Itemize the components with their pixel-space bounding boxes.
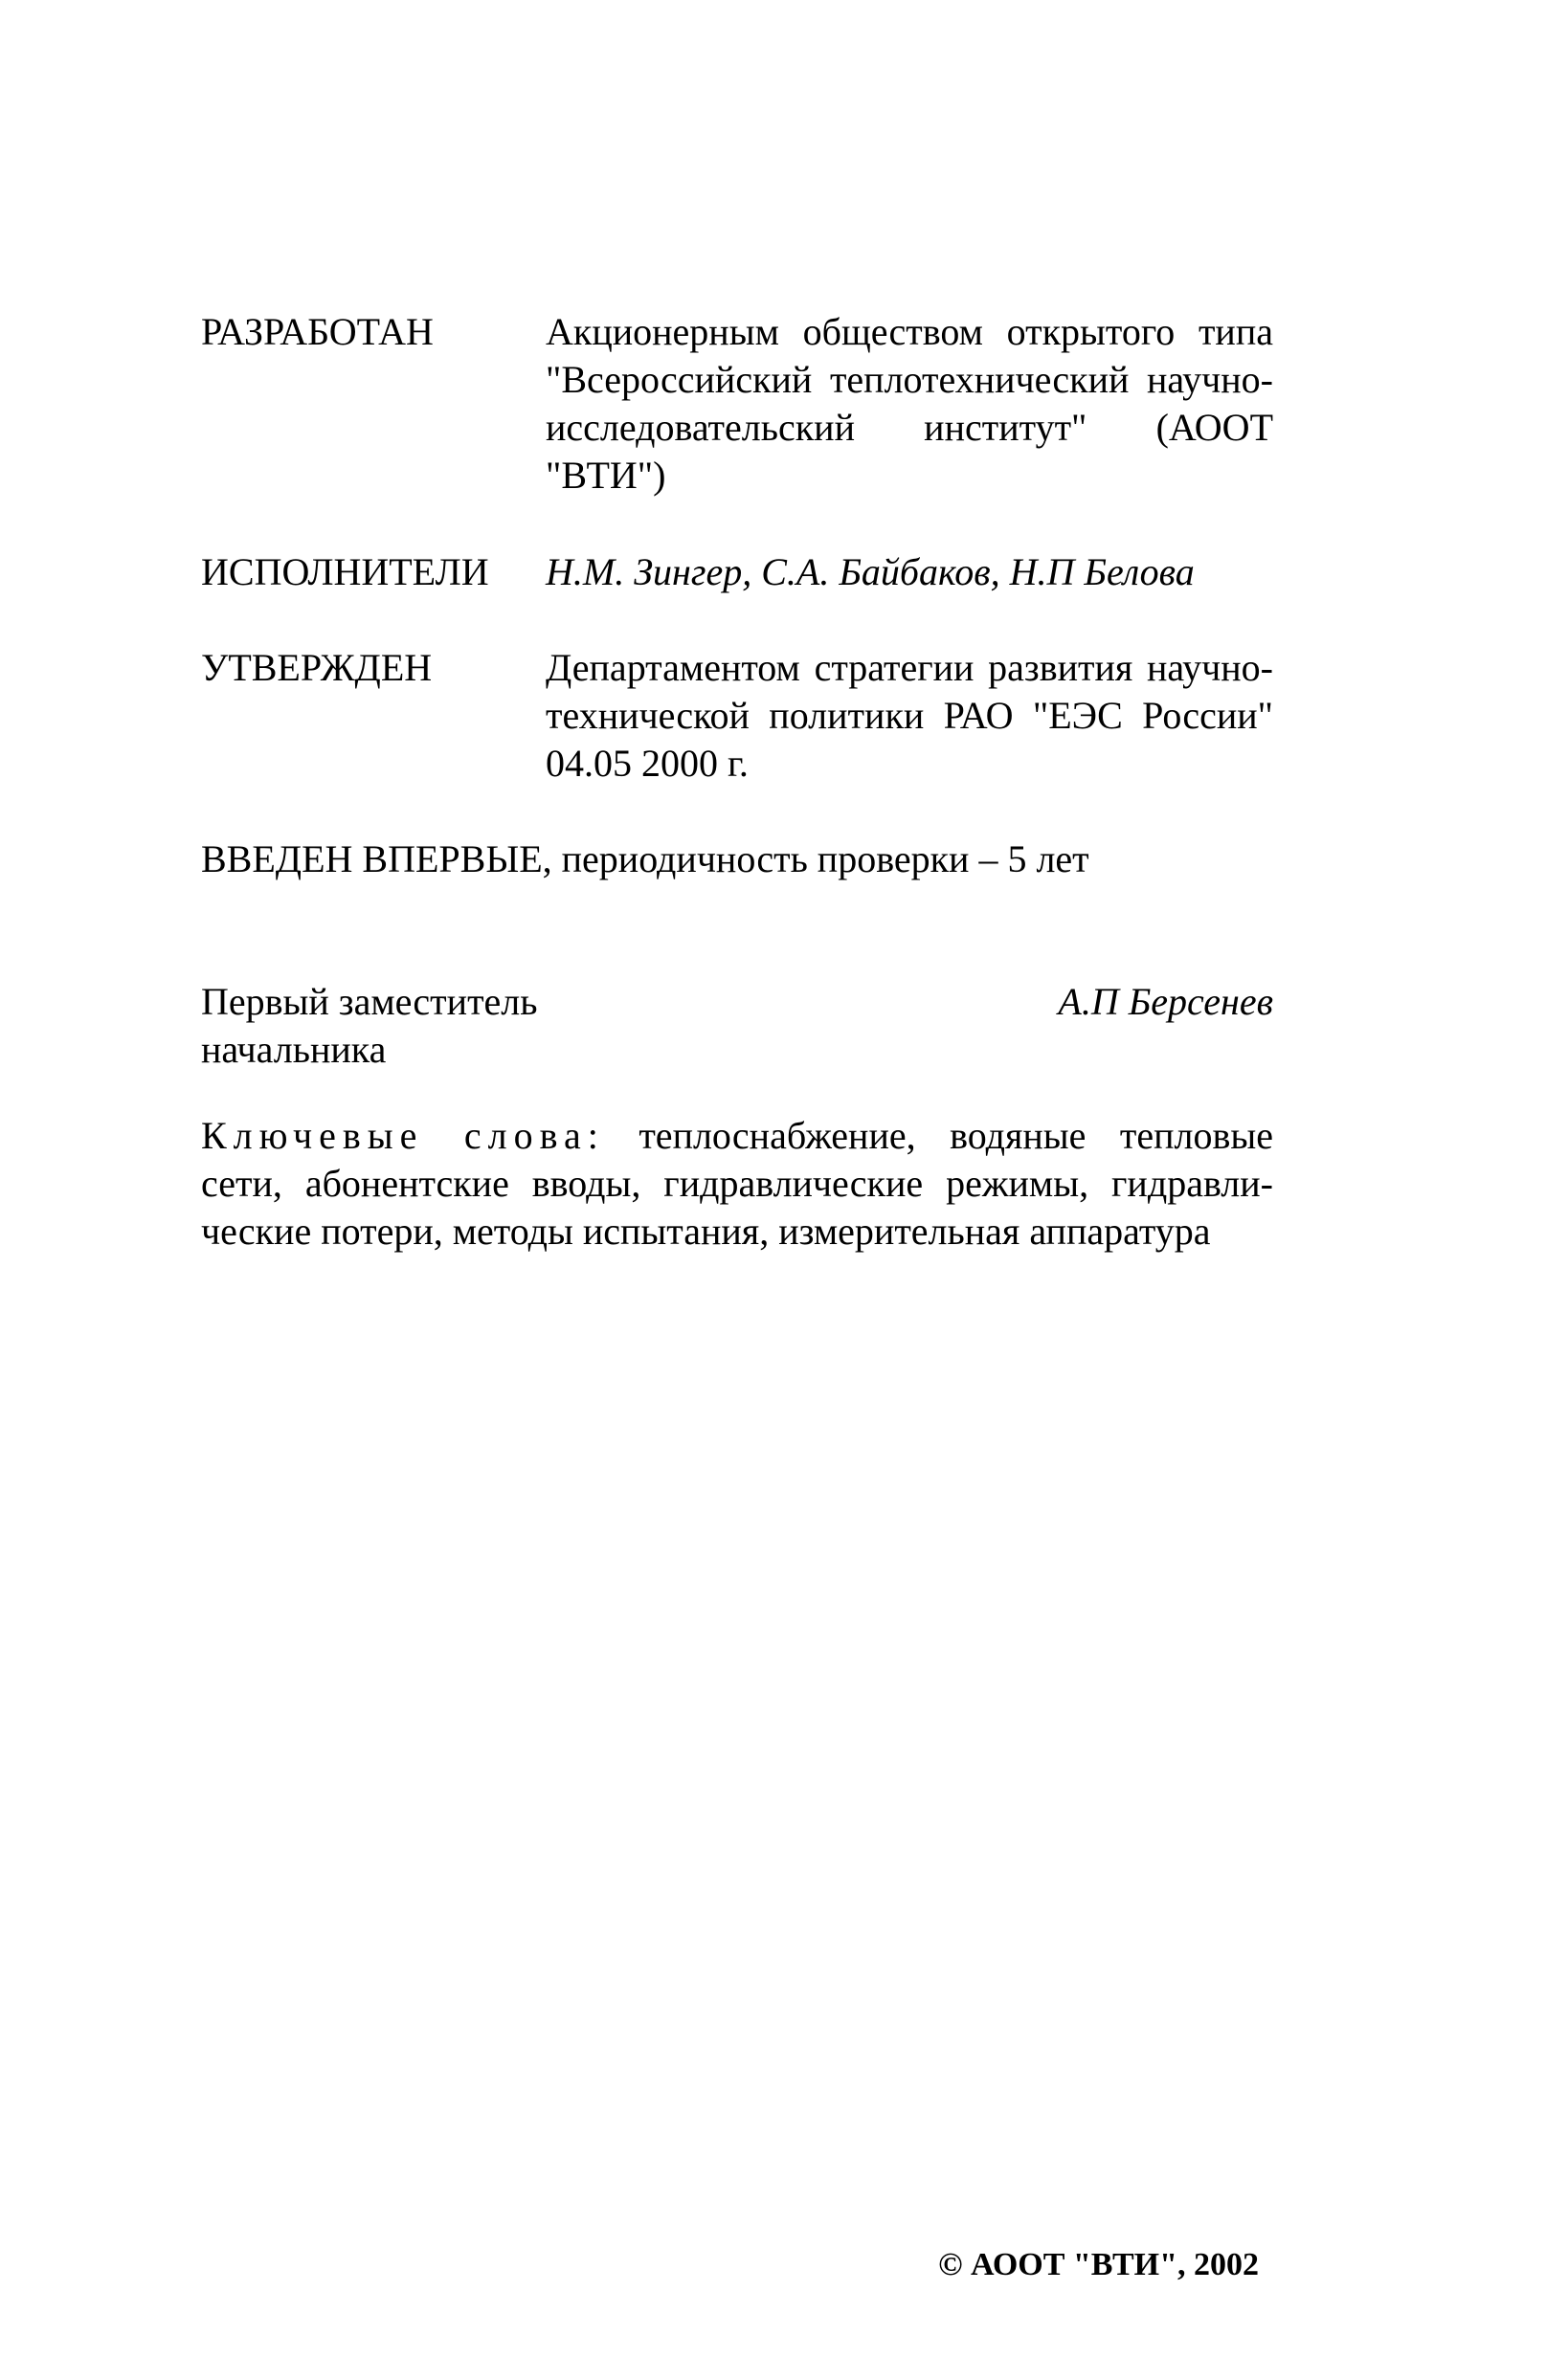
executors-value: Н.М. Зингер, С.А. Байбаков, Н.П Белова	[546, 550, 1195, 593]
approved-label: УТВЕРЖДЕН	[201, 646, 433, 689]
developed-line: "ВТИ")	[546, 454, 666, 497]
keywords-block	[201, 1112, 1273, 1256]
keywords-line: сети, абонентские вводы, гидравлические режимы, гидравли-	[201, 1162, 1273, 1205]
developed-value	[546, 308, 1273, 500]
developed-line: исследовательский институт" (АООТ	[546, 406, 1273, 449]
introduced-line: ВВЕДЕН ВПЕРВЫЕ, периодичность проверки – 5 лет	[201, 837, 1089, 880]
keywords-line: ческие потери, методы испытания, измерительная аппаратура	[201, 1210, 1211, 1253]
approved-value	[546, 644, 1273, 788]
keywords-line	[201, 1112, 1273, 1160]
developed-label: РАЗРАБОТАН	[201, 310, 434, 353]
keywords-title: Ключевые слова:	[201, 1114, 605, 1157]
copyright-notice: © АООТ "ВТИ", 2002	[938, 2247, 1259, 2282]
keywords-text: теплоснабжение, водяные тепловые	[639, 1114, 1273, 1157]
signer-name: А.П Берсенев	[1058, 980, 1273, 1023]
approved-line: 04.05 2000 г.	[546, 742, 749, 785]
approved-line: технической политики РАО "ЕЭС России"	[546, 694, 1273, 737]
approved-line: Департаментом стратегии развития научно-	[546, 646, 1273, 689]
developed-line: Акционерным обществом открытого типа	[546, 310, 1273, 353]
executors-label: ИСПОЛНИТЕЛИ	[201, 550, 489, 593]
signer-position-line: начальника	[201, 1028, 387, 1071]
signer-position-line: Первый заместитель	[201, 980, 538, 1023]
signer-position	[201, 978, 538, 1074]
developed-line: "Всероссийский теплотехнический научно-	[546, 358, 1273, 401]
